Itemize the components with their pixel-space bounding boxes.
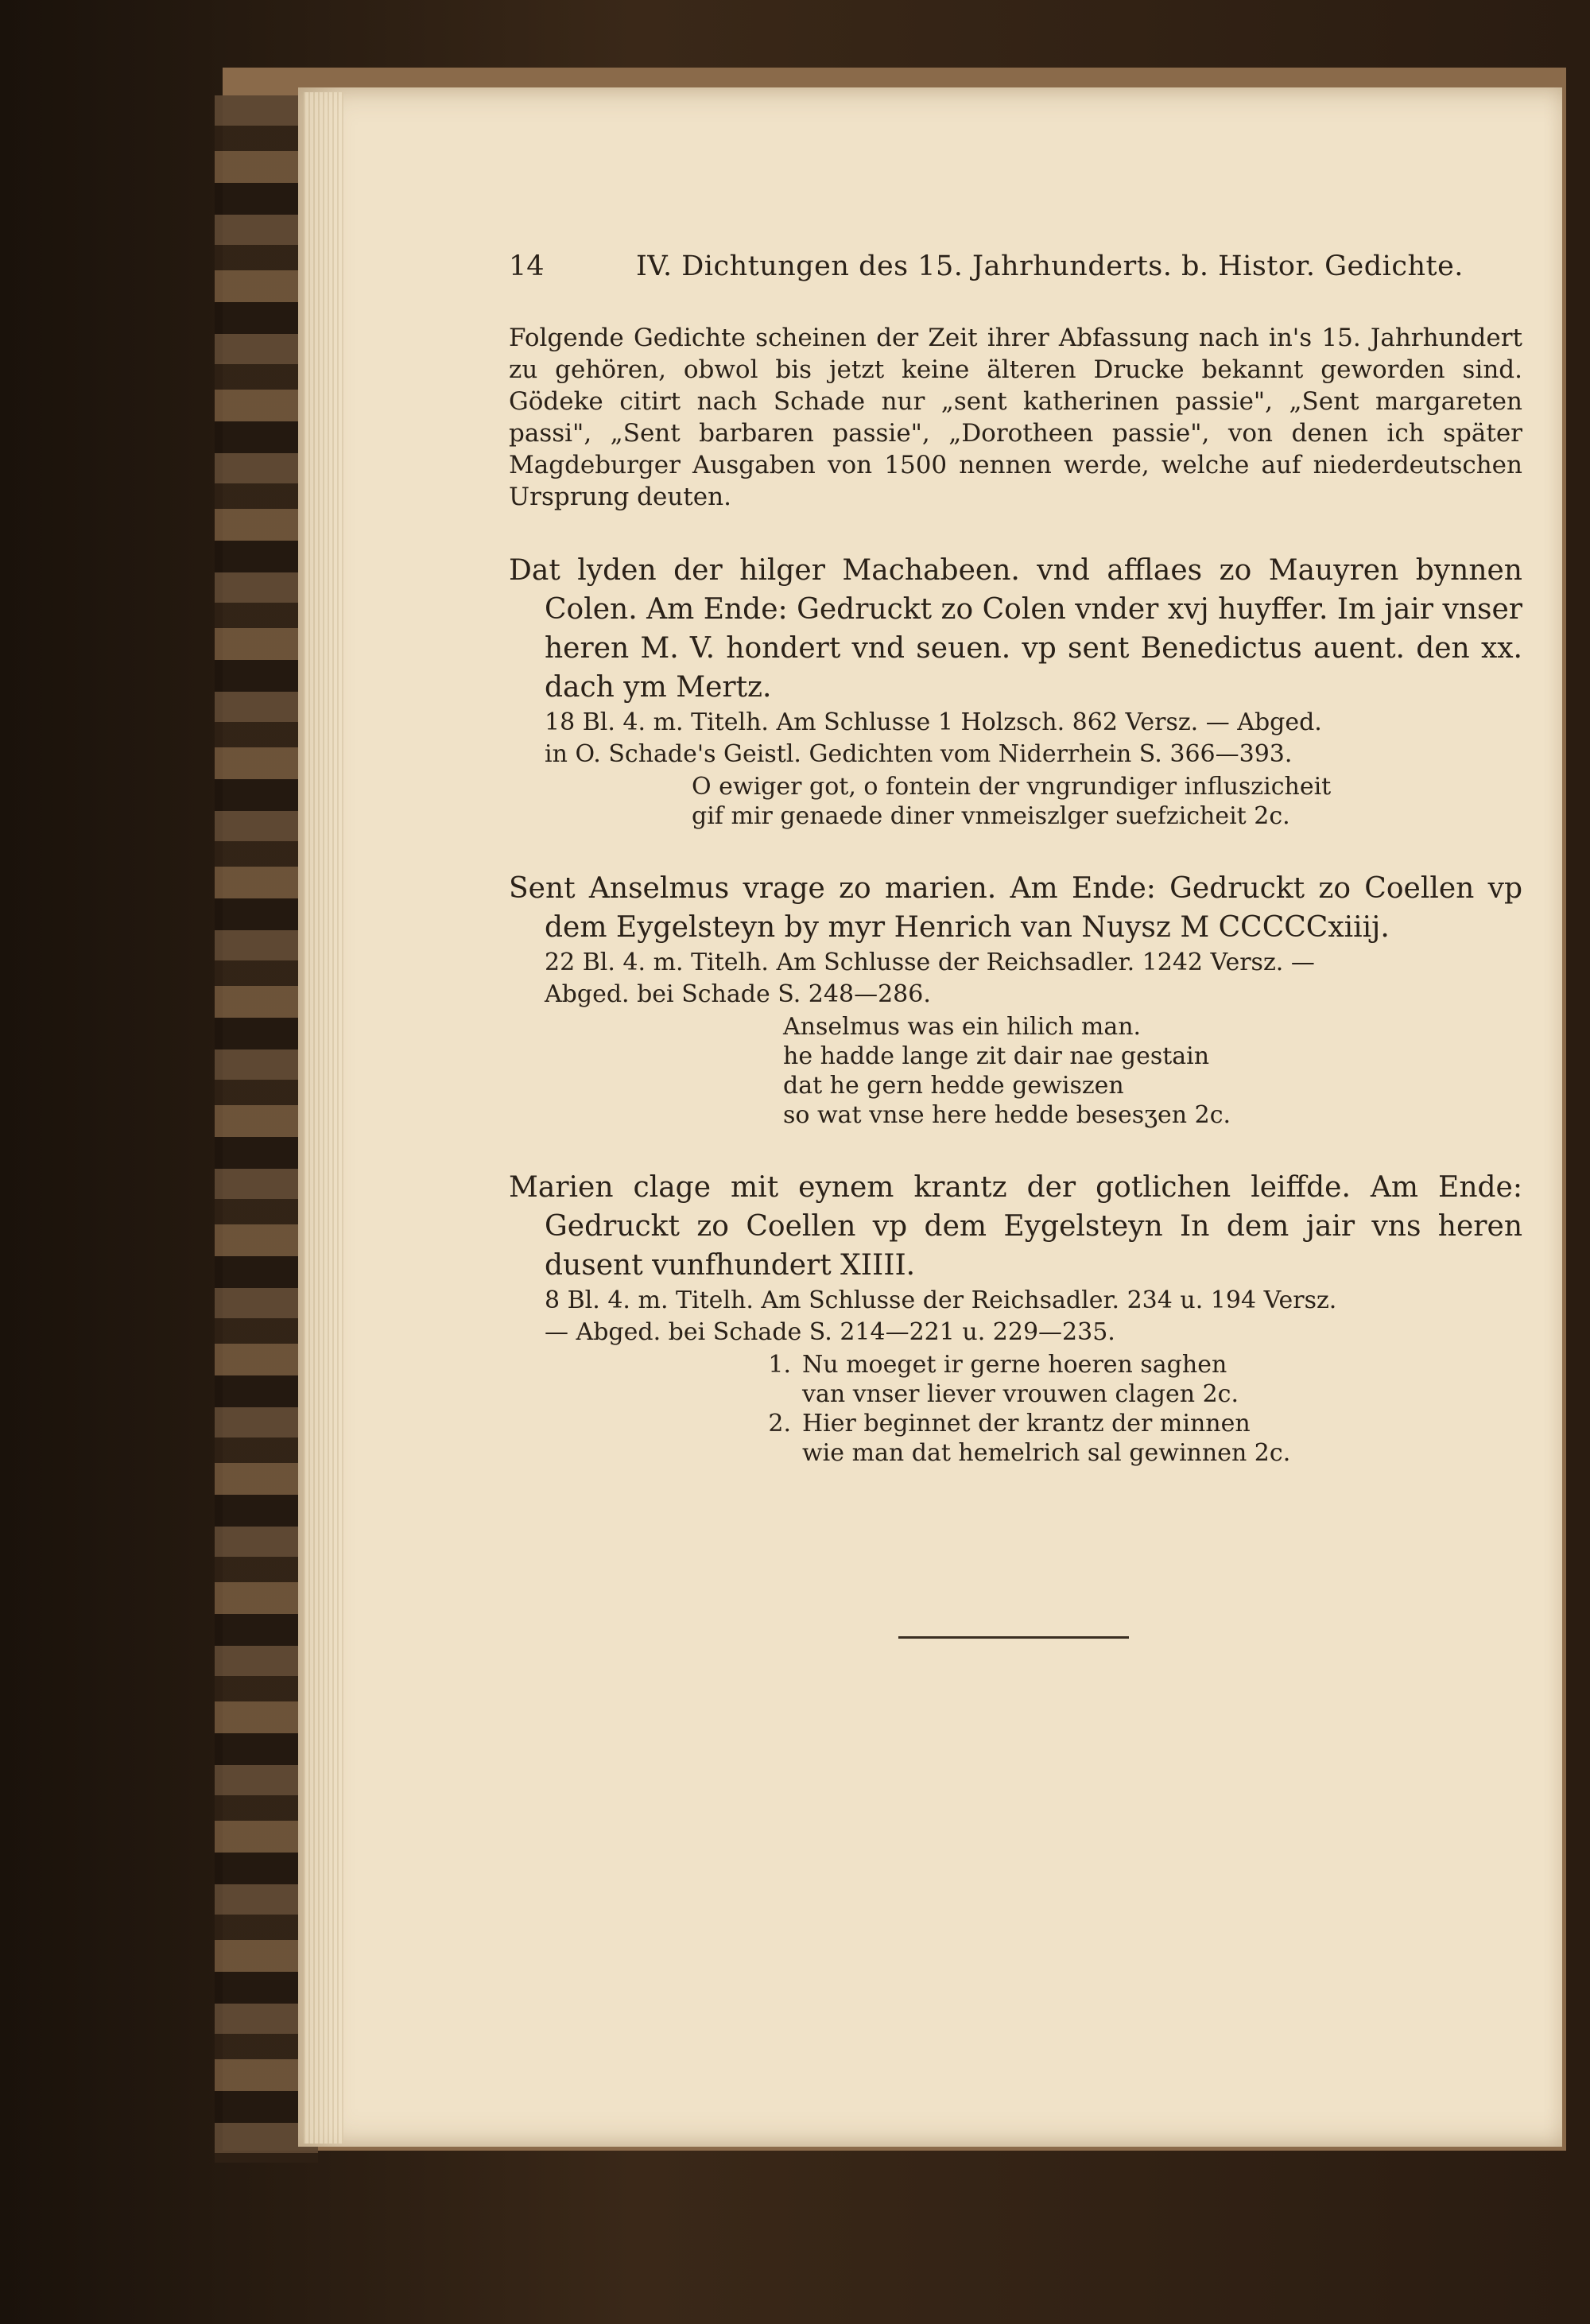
quote-line: he hadde lange zit dair nae gestain	[783, 1042, 1210, 1070]
quote-line	[755, 1409, 1522, 1438]
quote-text: van vnser liever vrouwen clagen 2c.	[802, 1380, 1239, 1408]
description-line: 18 Bl. 4. m. Titelh. Am Schlusse 1 Holzsch. 862 Versz. — Abged.	[545, 708, 1322, 736]
description-line: — Abged. bei Schade S. 214—221 u. 229—235.	[545, 1318, 1115, 1346]
quote-text: Hier beginnet der krantz der minnen	[802, 1410, 1251, 1437]
entry-quote	[509, 1350, 1522, 1468]
page-number: 14	[509, 250, 545, 282]
quote-number: 2.	[768, 1410, 791, 1437]
page-content	[509, 250, 1522, 1468]
entry-anselmus	[509, 869, 1522, 1130]
entry-title: Marien clage mit eynem krantz der gotlichen leiffde. Am Ende: Gedruckt zo Coellen vp dem Eygelsteyn In dem jair vns heren dusent vunfhundert XIIII.	[509, 1171, 1522, 1282]
quote-line: dat he gern hedde gewiszen	[783, 1072, 1124, 1100]
quote-line: Anselmus was ein hilich man.	[783, 1013, 1142, 1041]
quote-line	[755, 1350, 1522, 1379]
entry-title: Sent Anselmus vrage zo marien. Am Ende: Gedruckt zo Coellen vp dem Eygelsteyn by myr Henrich van Nuysz M CCCCCxiiij.	[509, 872, 1522, 944]
entry-machabeen	[509, 551, 1522, 831]
description-line: 22 Bl. 4. m. Titelh. Am Schlusse der Reichsadler. 1242 Versz. —	[545, 949, 1315, 976]
running-header	[509, 250, 1522, 290]
entry-quote	[509, 772, 1522, 831]
quote-text: Nu moeget ir gerne hoeren saghen	[802, 1351, 1227, 1379]
intro-paragraph: Folgende Gedichte scheinen der Zeit ihrer Abfassung nach in's 15. Jahrhundert zu gehören, obwol bis jetzt keine älteren Drucke bekannt geworden sind. Gödeke citirt nach Schade nur „sent katherinen passie", „Sent margareten passi", „Sent barbaren passie", „Dorotheen passie", von denen ich später Magdeburger Ausgaben von 1500 nennen werde, welche auf niederdeutschen Ursprung deuten.	[509, 324, 1522, 511]
page-edges	[304, 92, 343, 2144]
description-line: in O. Schade's Geistl. Gedichten vom Niderrhein S. 366—393.	[545, 740, 1293, 768]
quote-line: so wat vnse here hedde besesʒen 2c.	[783, 1101, 1231, 1129]
entry-marien-clage	[509, 1168, 1522, 1468]
quote-line: gif mir genaede diner vnmeiszlger suefzicheit 2c.	[692, 802, 1290, 830]
entry-title: Dat lyden der hilger Machabeen. vnd afflaes zo Mauyren bynnen Colen. Am Ende: Gedruckt zo Colen vnder xvj huyffer. Im jair vnser heren M. V. hondert vnd seuen. vp sent Benedictus auent. den xx. dach ym Mertz.	[509, 554, 1522, 704]
quote-text: wie man dat hemelrich sal gewinnen 2c.	[802, 1439, 1291, 1467]
quote-line	[755, 1379, 1522, 1409]
quote-number: 1.	[768, 1351, 791, 1379]
description-line: 8 Bl. 4. m. Titelh. Am Schlusse der Reichsadler. 234 u. 194 Versz.	[545, 1286, 1337, 1314]
entry-description	[509, 707, 1522, 770]
section-end-rule	[898, 1636, 1129, 1639]
entry-description	[509, 1285, 1522, 1348]
header-title: IV. Dichtungen des 15. Jahrhunderts. b. Histor. Gedichte.	[636, 250, 1464, 282]
description-line: Abged. bei Schade S. 248—286.	[545, 980, 931, 1008]
entry-description	[509, 947, 1522, 1011]
quote-line: O ewiger got, o fontein der vngrundiger influszicheit	[692, 773, 1332, 801]
entry-quote	[509, 1012, 1522, 1130]
quote-line	[755, 1438, 1522, 1468]
